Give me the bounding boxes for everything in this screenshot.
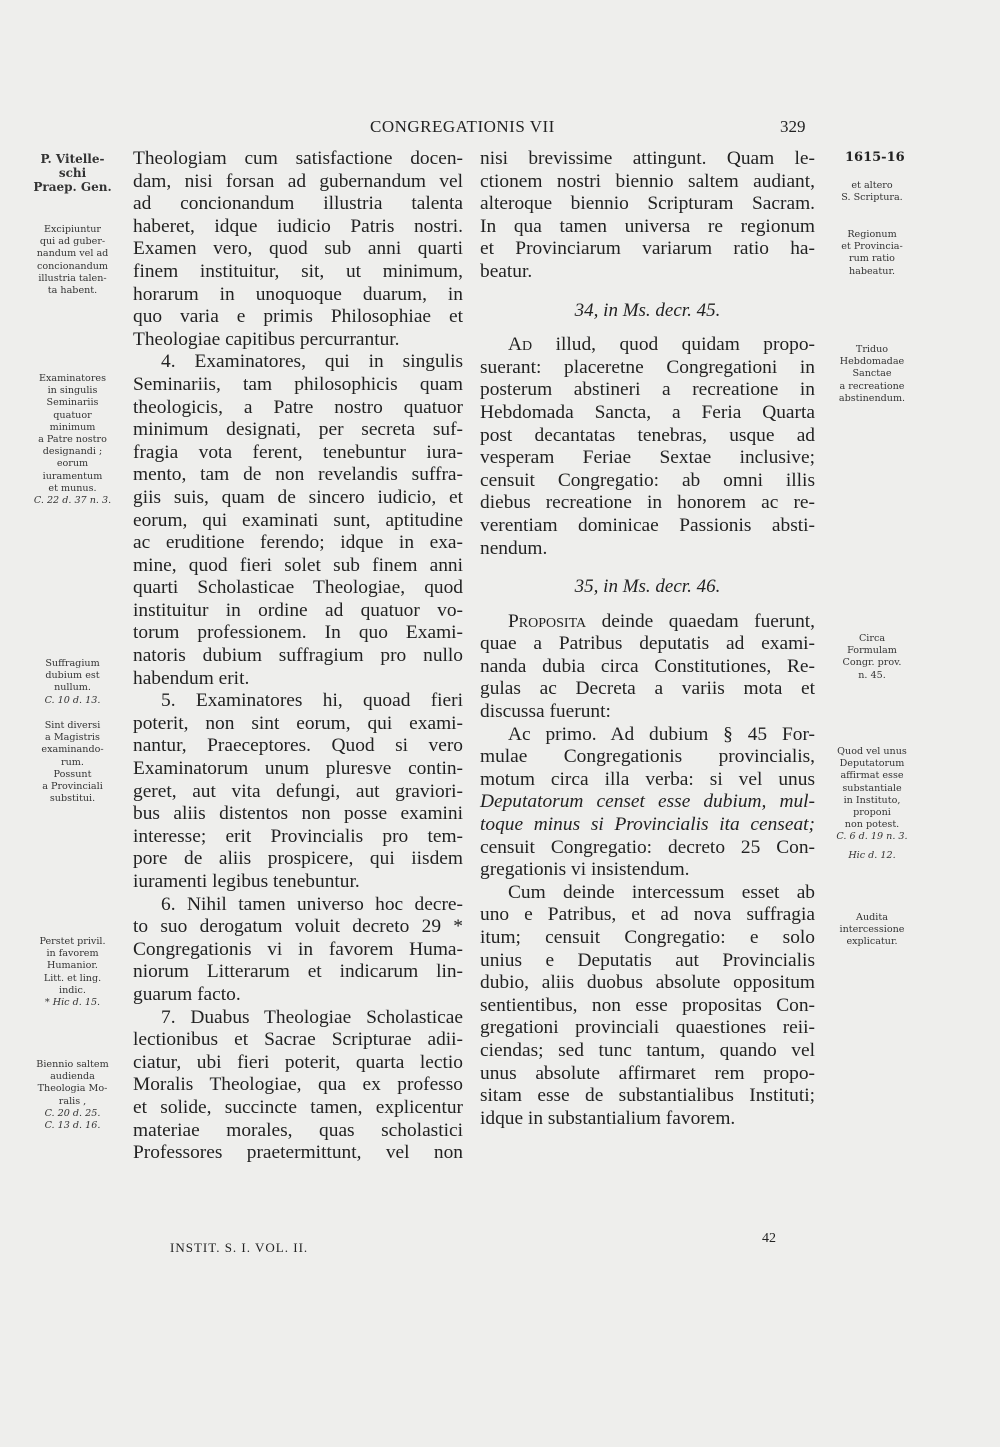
text-line: 5. Examinatores hi, quoad fieri	[161, 690, 463, 712]
initial-word: Proposita	[508, 610, 587, 632]
note-line: concionandum	[36, 260, 109, 272]
text-line: guarum facto.	[133, 983, 241, 1005]
text-line: censuit Congregatio: ab omni illis	[480, 469, 815, 491]
text-line: et Provinciarum variarum ratio ha-	[480, 238, 815, 260]
text-line: Ac primo. Ad dubium § 45 For-	[508, 723, 815, 745]
note-line: indic.	[59, 984, 86, 996]
text-line: nanda dubia circa Constitutiones, Re-	[480, 655, 815, 677]
note-line: a Patre nostro	[38, 434, 107, 446]
note-line: et Provincia-	[841, 241, 903, 253]
author-line: schi	[58, 166, 87, 180]
note-line: proponi	[853, 807, 891, 819]
note-line: Formulam	[847, 645, 897, 657]
text-line: ac eruditione ferendo; idque in exa-	[133, 532, 463, 554]
margin-note	[822, 912, 922, 949]
margin-note	[20, 658, 125, 707]
text-line: vesperam Feriae Sextae inclusive;	[480, 447, 815, 469]
note-line: in singulis	[47, 385, 98, 397]
footer-signature: INSTIT. S. I. VOL. II.	[170, 1240, 309, 1255]
text-line: 7. Duabus Theologiae Scholasticae	[161, 1006, 463, 1028]
note-line: et munus.	[48, 482, 97, 494]
text-line: haberet, idque iudicio Patris nostri.	[133, 215, 463, 237]
text-line: minimum designati, per secreta suf-	[133, 419, 463, 441]
text-line: dubio, aliis duobus absolute oppositum	[480, 972, 815, 994]
text-line: beatur.	[480, 260, 533, 282]
text-line: Moralis Theologiae, qua ex professo	[133, 1074, 463, 1096]
text-line: ciendas; sed tunc tantum, quando vel	[480, 1039, 815, 1061]
text-line: fragia vota ferent, tenebuntur iura-	[133, 441, 463, 463]
note-line: Seminariis	[46, 397, 99, 409]
note-line: Biennio saltem	[36, 1059, 109, 1070]
text-line: motum circa illa verba: si vel unus	[480, 768, 815, 790]
text-line: 4. Examinatores, qui in singulis	[161, 351, 463, 373]
text-line: Examinatorum unum pluresve contin-	[133, 758, 463, 780]
text-line: giis suis, quam de sincero iudicio, et	[133, 486, 463, 508]
text-line: ciatur, ubi fieri poterit, quarta lectio	[133, 1051, 463, 1073]
page-number: 329	[780, 117, 806, 136]
note-line: substitui.	[49, 793, 96, 805]
note-line: a recreatione	[839, 380, 905, 392]
text-line: 6. Nihil tamen universo hoc decre-	[161, 893, 463, 915]
decree-heading: 35, in Ms. decr. 46.	[574, 576, 721, 598]
text-line: Theologiam cum satisfactione docen-	[133, 148, 463, 169]
note-line: in Instituto,	[843, 794, 901, 806]
text-line: to suo derogatum voluit decreto 29 *	[133, 916, 463, 938]
note-line: Possunt	[53, 768, 92, 780]
text-line: nendum.	[480, 537, 548, 559]
running-title: CONGREGATIONIS VII	[370, 117, 555, 136]
text-line: Seminariis, tam philosophicis quam	[133, 373, 463, 395]
text-line: habendum erit.	[133, 667, 250, 689]
text-line: ad concionandum illustria talenta	[133, 193, 463, 215]
text-line: alteroque biennio Scripturam Sacram.	[480, 193, 815, 215]
text-fragment: deinde quaedam fuerunt,	[586, 610, 815, 632]
note-line: Litt. et ling.	[43, 972, 102, 984]
margin-note	[822, 344, 922, 405]
note-line: minimum	[49, 421, 96, 433]
text-line: finem instituitur, sit, ut minimum,	[133, 260, 463, 282]
note-line: Sanctae	[852, 368, 892, 380]
text-line: ctionem nostri biennio saltem audiant,	[480, 170, 815, 192]
note-line: Examinatores	[38, 373, 107, 384]
note-line: nullum.	[54, 682, 91, 694]
text-line: niorum Litterarum et indicarum lin-	[133, 961, 463, 983]
text-line: sentientibus, non esse propositas Con-	[480, 994, 815, 1016]
text-line: lectionibus et Sacrae Scripturae adii-	[133, 1029, 463, 1051]
right-text-column	[480, 148, 815, 1130]
text-line	[480, 611, 815, 634]
note-line: habeatur.	[848, 265, 896, 277]
note-line: ralis ,	[58, 1095, 87, 1107]
note-line: Perstet privil.	[39, 936, 106, 947]
note-line: Theologia Mo-	[37, 1083, 108, 1095]
text-line: gulas ac Decreta a variis mota et	[480, 678, 815, 700]
note-line: qui ad guber-	[39, 236, 106, 248]
text-line: post decantatas tenebras, usque ad	[480, 424, 815, 446]
text-line: posterum abstineri a recreatione in	[480, 379, 815, 401]
text-line: mine, quod fieri solet sub finem anni	[133, 554, 463, 576]
text-line: gregationis vi insistendum.	[480, 859, 690, 881]
text-line: Theologiae capitibus percurrantur.	[133, 328, 400, 350]
text-line: diebus recreatione in honorem ac re-	[480, 492, 815, 514]
margin-years: 1615-16	[845, 150, 905, 165]
decree-heading: 34, in Ms. decr. 45.	[574, 299, 721, 321]
note-line: explicatur.	[846, 936, 898, 948]
note-line: audienda	[50, 1071, 95, 1083]
note-line: rum ratio	[849, 253, 895, 265]
margin-note	[20, 720, 125, 805]
note-line: Deputatorum	[839, 758, 905, 770]
footer-signature-number: 42	[762, 1231, 776, 1246]
note-line: Regionum	[847, 229, 897, 240]
note-line: abstinendum.	[838, 392, 906, 404]
text-line: materiae morales, quas scholastici	[133, 1119, 463, 1141]
note-line: in favorem	[46, 948, 99, 960]
text-line: torum professionem. In quo Exami-	[133, 622, 463, 644]
text-line: uno e Patribus, et ad nova suffragia	[480, 904, 815, 926]
text-line: sitam esse de substantialibus Instituti;	[480, 1085, 815, 1107]
text-line: instituitur in ordine ad quatuor vo-	[133, 599, 463, 621]
text-line: nisi brevissime attingunt. Quam le-	[480, 148, 815, 169]
text-line: natoris dubium suffragium pro nullo	[133, 645, 463, 667]
text-line: horarum in unoquoque duarum, in	[133, 283, 463, 305]
note-line: Audita	[856, 912, 888, 923]
text-line: eorum, qui examinati sunt, aptitudine	[133, 509, 463, 531]
note-line: a Provinciali	[42, 781, 103, 793]
text-line: idque in substantialium favorem.	[480, 1107, 736, 1129]
author-line: Praep. Gen.	[33, 180, 112, 194]
text-line: mulae Congregationis provincialis,	[480, 746, 815, 768]
note-line: rum.	[61, 756, 84, 768]
note-line: intercessione	[839, 924, 905, 936]
note-line: dubium est	[45, 670, 100, 682]
text-line: discussa fuerunt:	[480, 701, 611, 723]
text-line: suerant: placeretne Congregationi in	[480, 356, 815, 378]
text-line: Hebdomada Sancta, a Feria Quarta	[480, 401, 815, 423]
text-line: censuit Congregatio: decreto 25 Con-	[480, 836, 815, 858]
text-line: quo varia e primis Philosophiae et	[133, 306, 463, 328]
note-line: Sint diversi	[44, 720, 101, 731]
note-line: Quod vel unus	[837, 746, 907, 757]
text-line: unius e Deputatis aut Provincialis	[480, 949, 815, 971]
text-line: quarti Scholasticae Theologiae, quod	[133, 577, 463, 599]
note-line: Humanior.	[47, 960, 98, 972]
text-line: In qua tamen universa re regionum	[480, 215, 815, 237]
text-line: quae a Patribus deputatis ad exami-	[480, 633, 815, 655]
text-line: Professores praetermittunt, vel non	[133, 1142, 463, 1164]
note-line: Excipiuntur	[43, 224, 102, 235]
note-line: Hebdomadae	[839, 356, 905, 368]
note-reference: Hic d. 12.	[848, 849, 896, 861]
text-line: Cum deinde intercessum esset ab	[508, 881, 815, 903]
note-line: ta habent.	[47, 285, 98, 297]
text-line: itum; censuit Congregatio: e solo	[480, 927, 815, 948]
text-line: interesse; erit Provincialis pro tem-	[133, 825, 463, 847]
note-line: Congr. prov.	[842, 657, 902, 669]
note-reference: C. 22 d. 37 n. 3.	[33, 495, 112, 507]
text-line: mento, tam de non revelandis suffra-	[133, 464, 463, 486]
note-line: examinando-	[41, 744, 104, 756]
note-line: nandum vel ad	[36, 248, 109, 260]
text-line: et solide, succincte tamen, explicentur	[133, 1096, 463, 1118]
left-text-column	[133, 148, 463, 1165]
note-reference: C. 20 d. 25.	[44, 1107, 101, 1119]
text-line: toque minus si Provincialis ita censeat;	[480, 814, 815, 836]
note-line: designandi ;	[42, 446, 103, 458]
note-line: illustria talen-	[38, 272, 107, 284]
text-line: dam, nisi forsan ad gubernandum vel	[133, 170, 463, 192]
text-line: Examen vero, quod sub anni quarti	[133, 238, 463, 260]
initial-word: Ad	[508, 334, 533, 356]
text-line: unus absolute affirmaret rem propo-	[480, 1062, 815, 1084]
note-line: non potest.	[844, 819, 900, 831]
text-line: theologicis, a Patre nostro quatuor	[133, 396, 463, 418]
note-reference: C. 10 d. 13.	[44, 694, 101, 706]
note-line: Suffragium	[45, 658, 100, 669]
margin-author	[20, 152, 125, 194]
text-line: Deputatorum censet esse dubium, mul-	[480, 791, 815, 813]
margin-note	[20, 1059, 125, 1132]
note-line: Triduo	[855, 344, 889, 355]
text-line: Congregationis vi in favorem Huma-	[133, 938, 463, 960]
author-line: P. Vitelle-	[40, 152, 105, 166]
text-line	[480, 334, 815, 357]
text-line: geret, aut vita defungi, aut graviori-	[133, 780, 463, 802]
note-line: Circa	[858, 633, 886, 644]
margin-note	[20, 373, 125, 507]
margin-note	[822, 746, 922, 862]
text-line: poterit, non sint eorum, qui exami-	[133, 712, 463, 734]
note-line: S. Scriptura.	[841, 192, 903, 204]
text-line: gregationi provinciali quaestiones reii-	[480, 1017, 815, 1039]
text-line: iuramenti legibus tenebuntur.	[133, 871, 360, 892]
text-line: verentiam dominicae Passionis absti-	[480, 514, 815, 536]
text-line: bus aliis distentos non posse examini	[133, 803, 463, 825]
margin-note	[20, 224, 125, 297]
text-line: pore de aliis prospicere, qui iisdem	[133, 848, 463, 870]
note-line: et altero	[851, 180, 893, 191]
note-reference: C. 6 d. 19 n. 3.	[836, 831, 908, 843]
margin-note	[822, 229, 922, 278]
note-line: substantiale	[842, 782, 902, 794]
note-line: quatuor	[53, 409, 92, 421]
margin-note	[20, 936, 125, 1009]
note-reference: C. 13 d. 16.	[44, 1120, 101, 1132]
margin-note	[822, 633, 922, 682]
note-reference: * Hic d. 15.	[44, 997, 101, 1009]
note-line: n. 45.	[858, 669, 886, 681]
text-line: nantur, Praeceptores. Quod si vero	[133, 735, 463, 757]
text-fragment: illud, quod quidam propo-	[532, 334, 815, 356]
note-line: a Magistris	[45, 732, 100, 744]
note-line: eorum	[56, 458, 89, 470]
note-line: iuramentum	[42, 470, 103, 482]
note-line: affirmat esse	[840, 770, 904, 782]
margin-note	[822, 180, 922, 204]
